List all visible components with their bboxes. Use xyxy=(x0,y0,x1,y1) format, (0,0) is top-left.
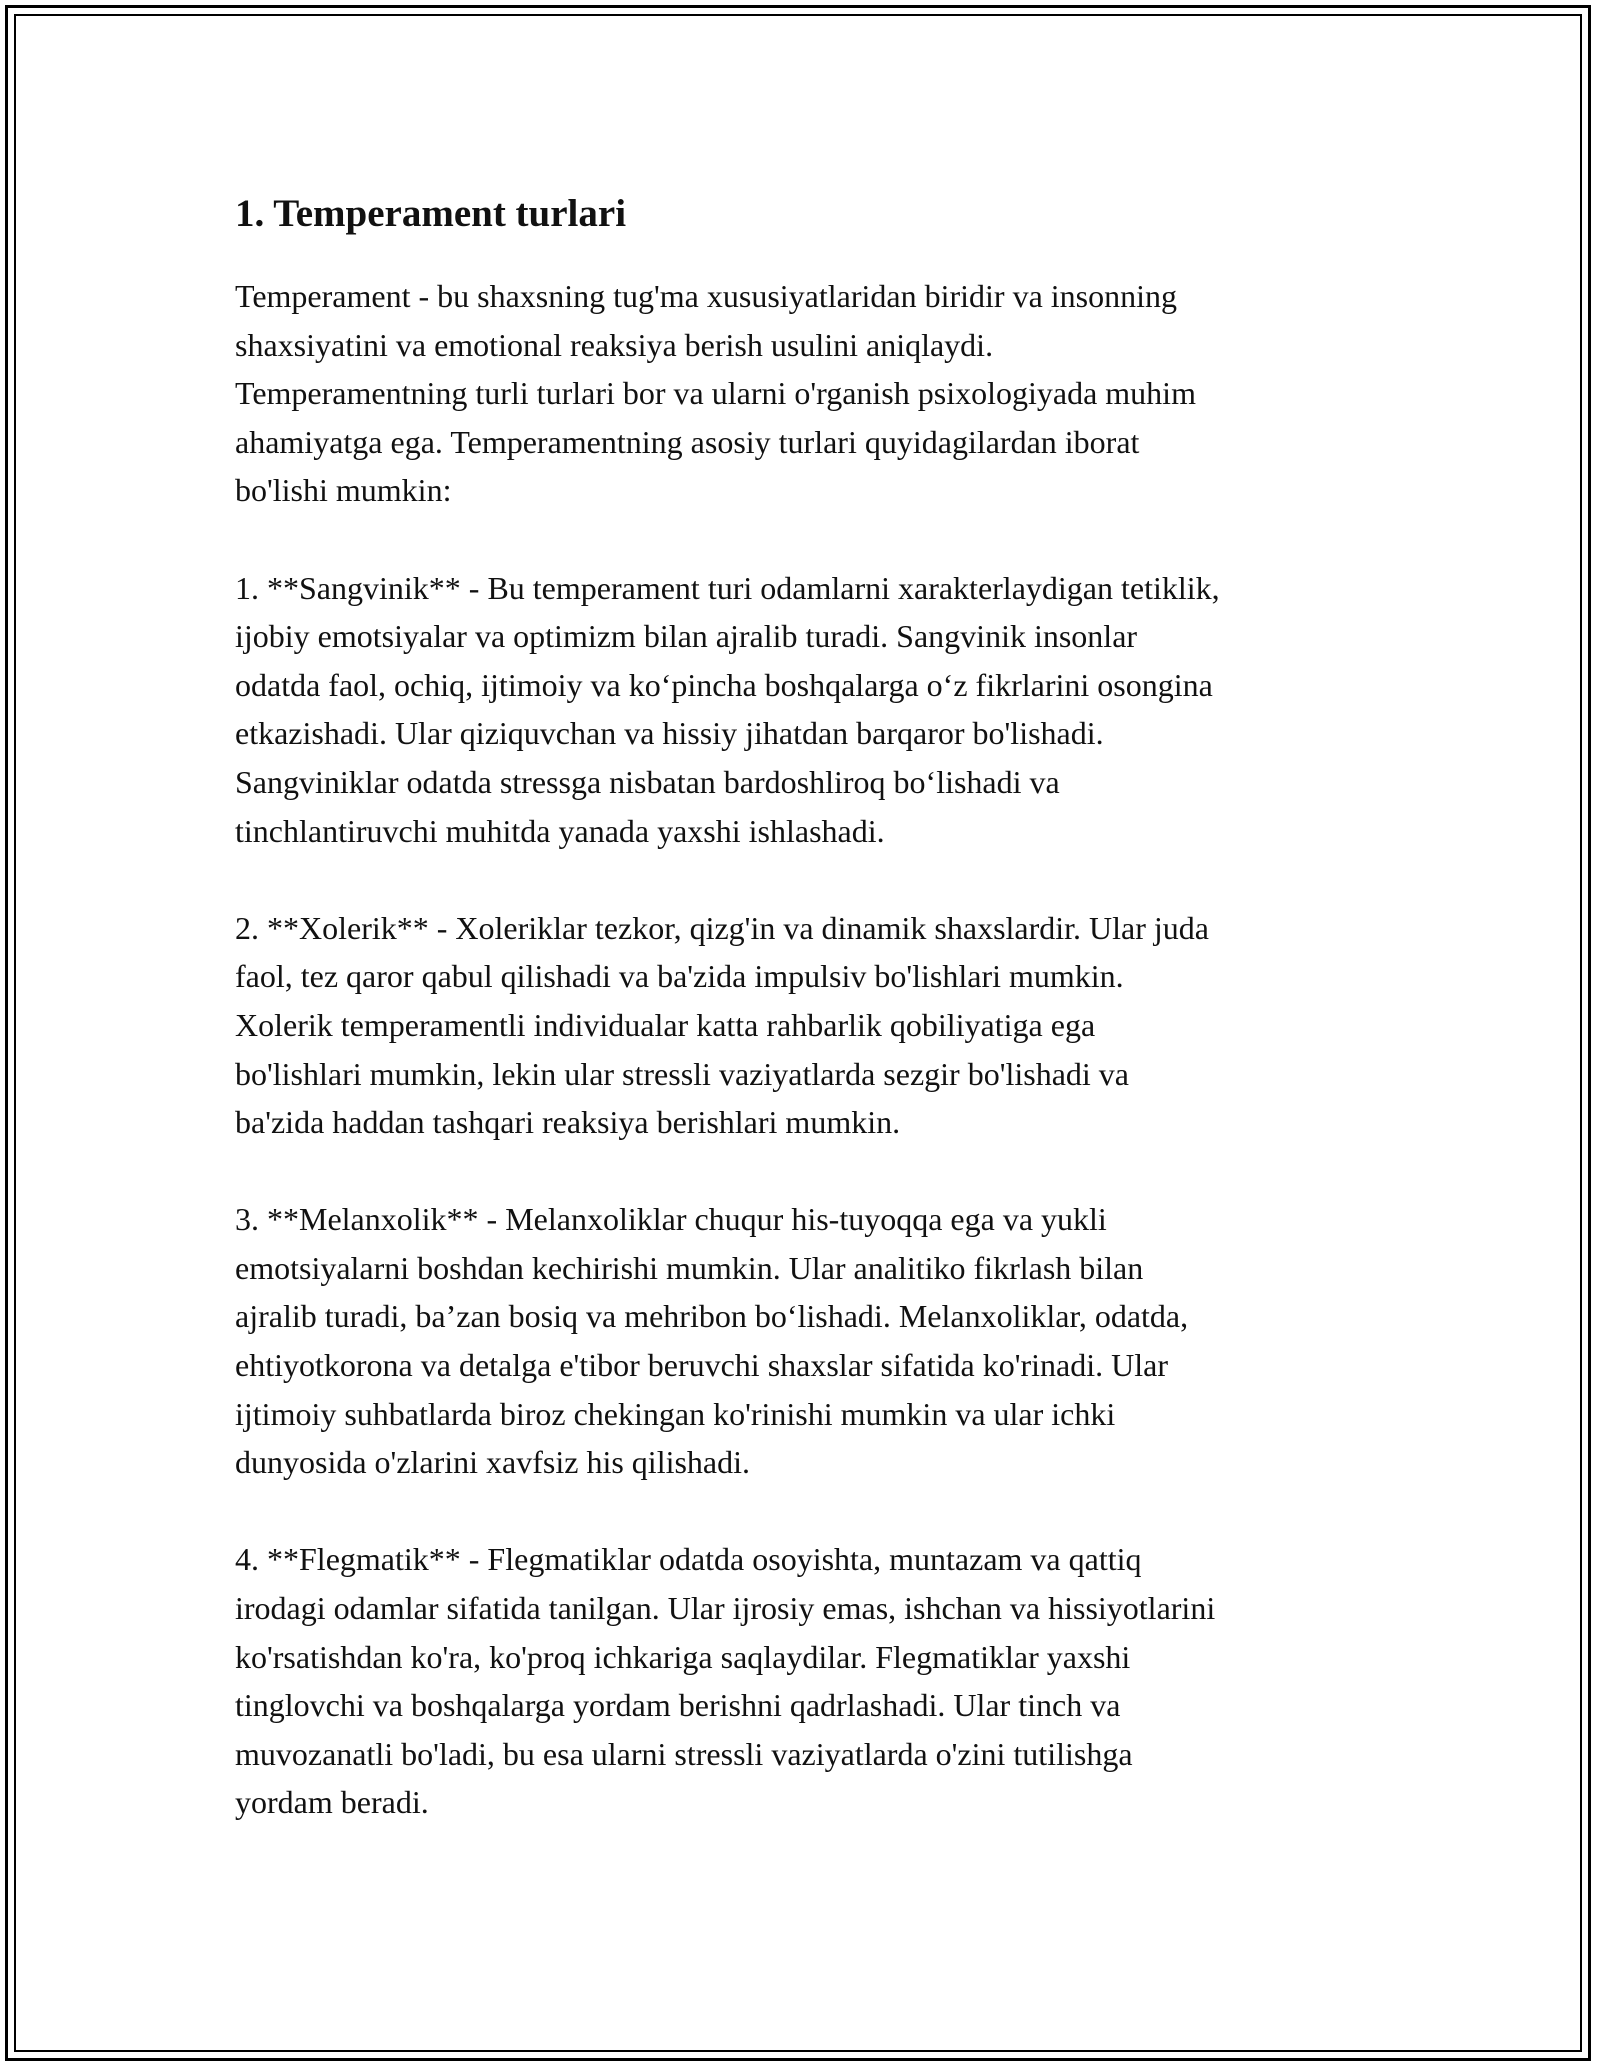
paragraph-line: 2. **Xolerik** - Xoleriklar tezkor, qizg'in va dinamik shaxslardir. Ular juda xyxy=(235,909,1209,946)
paragraph-line: yordam beradi. xyxy=(235,1784,429,1821)
paragraph-line: Temperament - bu shaxsning tug'ma xususiyatlaridan biridir va insonning xyxy=(235,278,1178,314)
paragraph-line: ajralib turadi, ba’zan bosiq va mehribon bo‘lishadi. Melanxoliklar, odatda, xyxy=(235,1298,1189,1335)
intro-paragraph xyxy=(235,272,1385,515)
document-body xyxy=(235,186,1385,1876)
paragraph-line: Temperamentning turli turlari bor va ularni o'rganish psixologiyada muhim xyxy=(235,375,1196,412)
paragraph-line: ba'zida haddan tashqari reaksiya berishlari mumkin. xyxy=(235,1104,901,1141)
paragraph-line: ko'rsatishdan ko'ra, ko'proq ichkariga saqlaydilar. Flegmatiklar yaxshi xyxy=(235,1638,1131,1675)
paragraph-line: ijtimoiy suhbatlarda biroz chekingan ko'rinishi mumkin va ular ichki xyxy=(235,1395,1116,1432)
paragraph-line: Sangviniklar odatda stressga nisbatan bardoshliroq bo‘lishadi va xyxy=(235,763,1060,800)
paragraph-line: ijobiy emotsiyalar va optimizm bilan ajralib turadi. Sangvinik insonlar xyxy=(235,618,1138,655)
paragraph-line: 4. **Flegmatik** - Flegmatiklar odatda osoyishta, muntazam va qattiq xyxy=(235,1541,1142,1578)
paragraph-line: 3. **Melanxolik** - Melanxoliklar chuqur his-tuyoqqa ega va yukli xyxy=(235,1201,1107,1238)
document-title: 1. Temperament turlari xyxy=(235,192,627,235)
xolerik-paragraph xyxy=(235,904,1385,1147)
paragraph-line: bo'lishi mumkin: xyxy=(235,472,452,509)
paragraph-line: tinglovchi va boshqalarga yordam berishni qadrlashadi. Ular tinch va xyxy=(235,1687,1121,1724)
paragraph-line: shaxsiyatini va emotional reaksiya berish usulini aniqlaydi. xyxy=(235,326,994,363)
melanxolik-paragraph xyxy=(235,1195,1385,1487)
paragraph-line: 1. **Sangvinik** - Bu temperament turi odamlarni xarakterlaydigan tetiklik, xyxy=(235,569,1220,606)
paragraph-line: odatda faol, ochiq, ijtimoiy va ko‘pincha boshqalarga o‘z fikrlarini osongina xyxy=(235,666,1213,703)
sangvinik-paragraph xyxy=(235,564,1385,856)
paragraph-line: ahamiyatga ega. Temperamentning asosiy turlari quyidagilardan iborat xyxy=(235,423,1140,460)
paragraph-line: bo'lishlari mumkin, lekin ular stressli vaziyatlarda sezgir bo'lishadi va xyxy=(235,1055,1129,1092)
paragraph-line: dunyosida o'zlarini xavfsiz his qilishadi. xyxy=(235,1444,751,1481)
flegmatik-paragraph xyxy=(235,1535,1385,1827)
paragraph-line: faol, tez qaror qabul qilishadi va ba'zida impulsiv bo'lishlari mumkin. xyxy=(235,958,1124,995)
paragraph-line: Xolerik temperamentli individualar katta rahbarlik qobiliyatiga ega xyxy=(235,1006,1096,1043)
paragraph-line: etkazishadi. Ular qiziquvchan va hissiy jihatdan barqaror bo'lishadi. xyxy=(235,715,1104,752)
paragraph-line: tinchlantiruvchi muhitda yanada yaxshi ishlashadi. xyxy=(235,812,885,849)
paragraph-line: irodagi odamlar sifatida tanilgan. Ular ijrosiy emas, ishchan va hissiyotlarini xyxy=(235,1590,1216,1627)
paragraph-line: emotsiyalarni boshdan kechirishi mumkin. Ular analitiko fikrlash bilan xyxy=(235,1249,1144,1286)
paragraph-line: ehtiyotkorona va detalga e'tibor beruvchi shaxslar sifatida ko'rinadi. Ular xyxy=(235,1347,1168,1384)
paragraph-line: muvozanatli bo'ladi, bu esa ularni stressli vaziyatlarda o'zini tutilishga xyxy=(235,1735,1133,1772)
